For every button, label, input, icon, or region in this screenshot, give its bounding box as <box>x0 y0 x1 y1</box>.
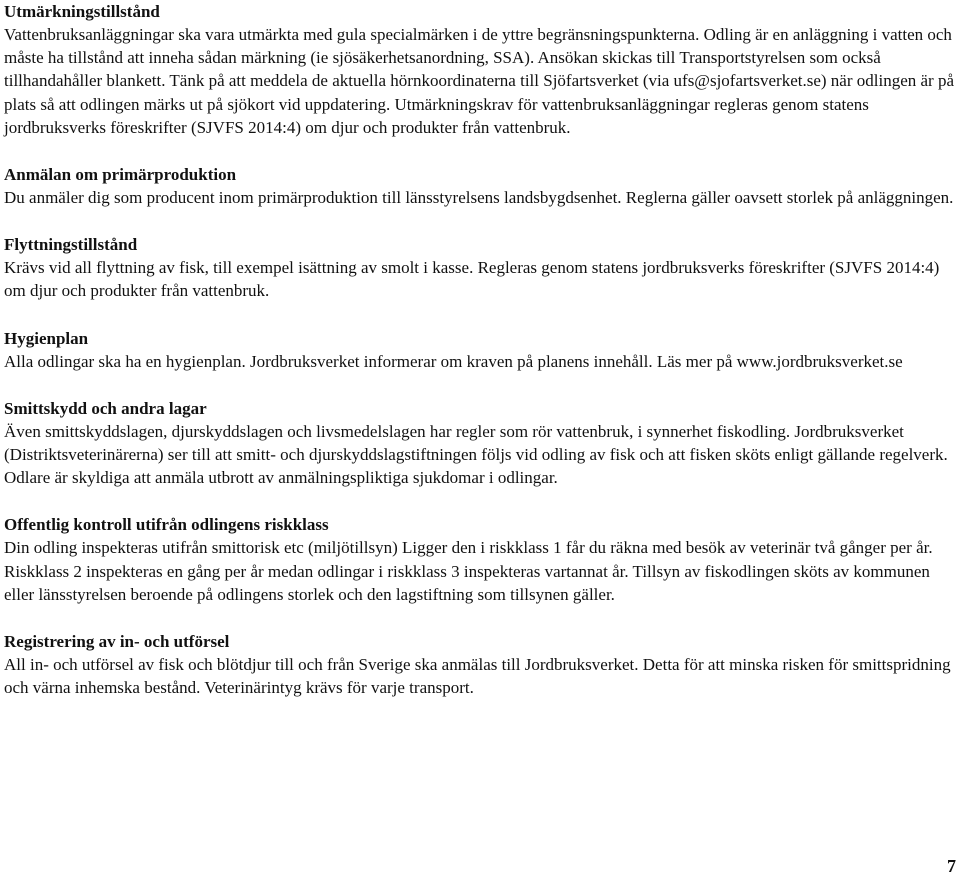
section-gap <box>4 606 954 630</box>
document-page <box>4 0 954 699</box>
section-flyttningstillstand <box>4 233 954 302</box>
section-hygienplan <box>4 327 954 373</box>
section-gap <box>4 209 954 233</box>
page-number: 7 <box>947 856 956 876</box>
section-body: Din odling inspekteras utifrån smittorisk etc (miljötillsyn) Ligger den i riskklass 1 får du räkna med besök av veterinär två gånger per år. Riskklass 2 inspekteras en gång per år medan odlingar i riskklass 3 inspekteras vartannat år. Tillsyn av fiskodlingen sköts av kommunen eller länsstyrelsen beroende på odlingens storlek och den lagstiftning som tillsynen gäller. <box>4 538 933 604</box>
section-smittskydd <box>4 397 954 490</box>
section-heading: Flyttningstillstånd <box>4 235 138 255</box>
section-utmarkningstillstand <box>4 0 954 139</box>
section-body: Du anmäler dig som producent inom primärproduktion till länsstyrelsens landsbygdsenhet. Reglerna gäller oavsett storlek på anläggningen. <box>4 188 954 208</box>
section-gap <box>4 139 954 163</box>
section-body: Vattenbruksanläggningar ska vara utmärkta med gula specialmärken i de yttre begränsningspunkterna. Odling är en anläggning i vatten och måste ha tillstånd att inneha sådan märkning (ie sjösäkerhetsanordning, SSA). Ansökan skickas till Transportstyrelsen som också tillhandahåller blankett. Tänk på att meddela de aktuella hörnkoordinaterna till Sjöfartsverket (via ufs@sjofartsverket.se) när odlingen är på plats så att odlingen märks ut på sjökort vid uppdatering. Utmärkningskrav för vattenbruksanläggningar regleras genom statens jordbruksverks föreskrifter (SJVFS 2014:4) om djur och produkter från vattenbruk. <box>4 25 955 137</box>
section-anmalan-primarproduktion <box>4 163 954 209</box>
section-gap <box>4 303 954 327</box>
section-gap <box>4 373 954 397</box>
section-heading: Utmärkningstillstånd <box>4 2 160 21</box>
section-gap <box>4 489 954 513</box>
section-heading: Hygienplan <box>4 328 89 348</box>
section-body: Krävs vid all flyttning av fisk, till exempel isättning av smolt i kasse. Regleras genom statens jordbruksverks föreskrifter (SJVFS 2014:4) om djur och produkter från vattenbruk. <box>4 258 940 301</box>
section-body: All in- och utförsel av fisk och blötdjur till och från Sverige ska anmälas till Jordbruksverket. Detta för att minska risken för smittspridning och värna inhemska bestånd. Veterinärintyg krävs för varje transport. <box>4 655 951 698</box>
section-heading: Anmälan om primärproduktion <box>4 165 237 185</box>
section-heading: Registrering av in- och utförsel <box>4 632 230 652</box>
section-offentlig-kontroll <box>4 513 954 606</box>
section-body: Även smittskyddslagen, djurskyddslagen och livsmedelslagen har regler som rör vattenbruk, i synnerhet fiskodling. Jordbruksverket (Distriktsveterinärerna) ser till att smitt- och djurskyddslagstiftningen följs vid odling av fisk och att fisken sköts enligt gällande regelverk. Odlare är skyldiga att anmäla utbrott av anmälningspliktiga sjukdomar i odlingar. <box>4 421 948 488</box>
section-body: Alla odlingar ska ha en hygienplan. Jordbruksverket informerar om kraven på planens innehåll. Läs mer på www.jordbruksverket.se <box>4 351 903 371</box>
section-heading: Smittskydd och andra lagar <box>4 398 207 418</box>
section-heading: Offentlig kontroll utifrån odlingens riskklass <box>4 515 329 535</box>
section-registrering <box>4 630 954 699</box>
